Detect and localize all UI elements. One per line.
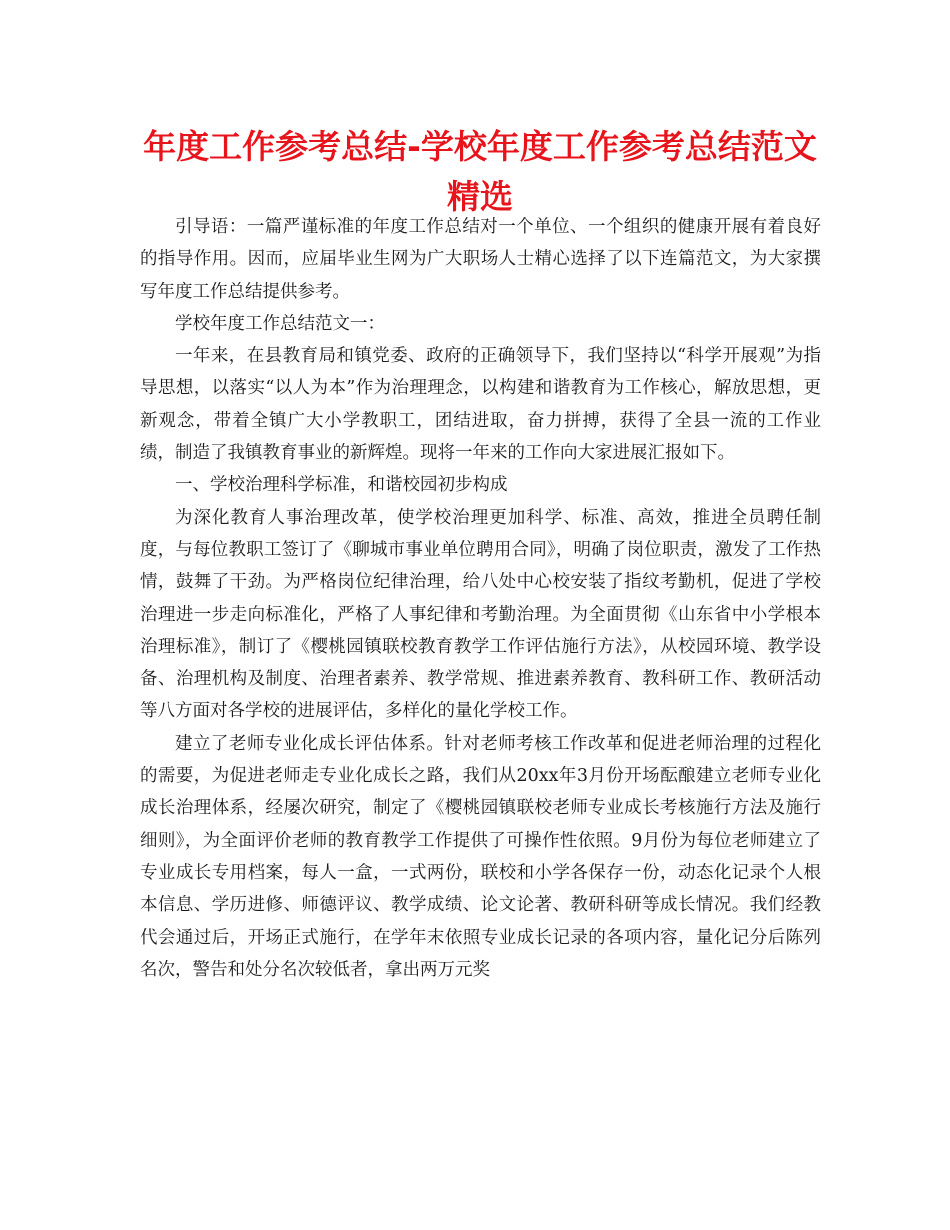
paragraph-teacher-growth: 建立了老师专业化成长评估体系。针对老师考核工作改革和促进老师治理的过程化的需要，为促进老师走专业化成长之路，我们从20xx年3月份开场酝酿建立老师专业化成长治理体系，经屡次研究，制定了《樱桃园镇联校老师专业成长考核施行方法及施行细则》，为全面评价老师的教育教学工作提供了可操作性依照。9月份为每位老师建立了专业成长专用档案，每人一盒，一式两份，联校和小学各保存一份，动态化记录个人根本信息、学历进修、师德评议、教学成绩、论文论著、教研科研等成长情况。我们经教代会通过后，开场正式施行，在学年末依照专业成长记录的各项内容，量化记分后陈列名次，警告和处分名次较低者，拿出两万元奖 (140, 733, 821, 980)
document-title: 年度工作参考总结-学校年度工作参考总结范文精选 (143, 127, 817, 216)
paragraph-management: 为深化教育人事治理改革，使学校治理更加科学、标准、高效，推进全员聘任制度，与每位教职工签订了《聊城市事业单位聘用合同》，明确了岗位职责，激发了工作热情，鼓舞了干劲。为严格岗位纪律治理，给八处中心校安装了指纹考勤机，促进了学校治理进一步走向标准化，严格了人事纪律和考勤治理。为全面贯彻《山东省中小学根本治理标准》，制订了《樱桃园镇联校教育教学工作评估施行方法》，从校园环境、教学设备、治理机构及制度、治理者素养、教学常规、推进素养教育、教科研工作、教研活动等八方面对各学校的进展评估，多样化的量化学校工作。 (140, 507, 821, 722)
paragraph-section-heading: 一、学校治理科学标准，和谐校园初步构成 (175, 475, 508, 496)
paragraph-overview: 一年来，在县教育局和镇党委、政府的正确领导下，我们坚持以“科学开展观”为指导思想，以落实“以人为本”作为治理理念，以构建和谐教育为工作核心，解放思想，更新观念，带着全镇广大小学教职工，团结进取，奋力拼搏，获得了全县一流的工作业绩，制造了我镇教育事业的新辉煌。现将一年来的工作向大家进展汇报如下。 (140, 346, 821, 464)
paragraph-sample-heading: 学校年度工作总结范文一： (175, 313, 385, 334)
paragraph-intro: 引导语：一篇严谨标准的年度工作总结对一个单位、一个组织的健康开展有着良好的指导作用。因而，应届毕业生网为广大职场人士精心选择了以下连篇范文，为大家撰写年度工作总结提供参考。 (140, 217, 821, 302)
document-body (140, 211, 821, 986)
